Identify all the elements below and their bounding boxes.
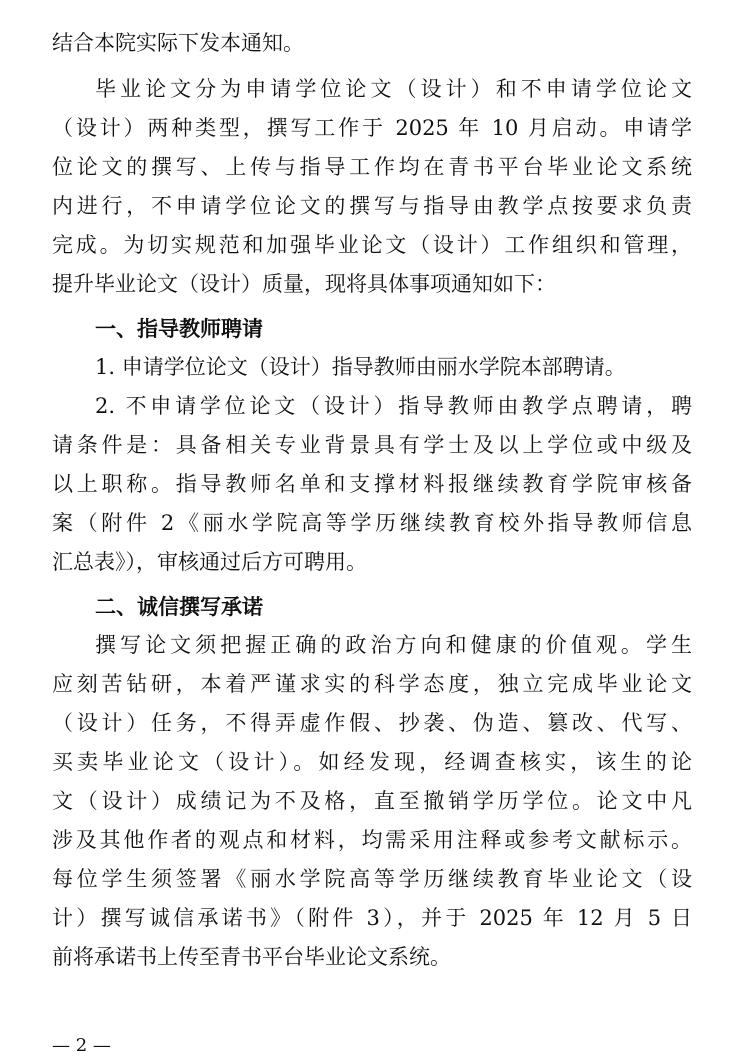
paragraph-line: 内进行，不申请学位论文的撰写与指导由教学点按要求负责: [52, 194, 692, 218]
paragraph-line: 毕业论文分为申请学位论文（设计）和不申请学位论文: [95, 77, 692, 101]
paragraph-line: 每位学生须签署《丽水学院高等学历继续教育毕业论文（设: [52, 867, 692, 891]
paragraph-line: 撰写论文须把握正确的政治方向和健康的价值观。学生: [95, 633, 692, 657]
paragraph-line: 完成。为切实规范和加强毕业论文（设计）工作组织和管理，: [52, 233, 692, 257]
paragraph-line: 以上职称。指导教师名单和支撑材料报继续教育学院审核备: [52, 472, 692, 496]
list-item-2: 2. 不申请学位论文（设计）指导教师由教学点聘请，聘: [95, 394, 692, 418]
paragraph-line: （设计）任务，不得弄虚作假、抄袭、伪造、篡改、代写、: [52, 711, 692, 735]
paragraph-line: 提升毕业论文（设计）质量，现将具体事项通知如下：: [52, 272, 556, 296]
page-number: — 2 —: [52, 1035, 111, 1056]
paragraph-line: 涉及其他作者的观点和材料，均需采用注释或参考文献标示。: [52, 828, 692, 852]
section-heading-2: 二、诚信撰写承诺: [95, 594, 263, 619]
paragraph-line: （设计）两种类型，撰写工作于 2025 年 10 月启动。申请学: [52, 116, 692, 140]
paragraph-line: 前将承诺书上传至青书平台毕业论文系统。: [52, 945, 451, 969]
paragraph-line: 汇总表》），审核通过后方可聘用。: [52, 550, 367, 574]
paragraph-line: 文（设计）成绩记为不及格，直至撤销学历学位。论文中凡: [52, 789, 692, 813]
section-heading-1: 一、指导教师聘请: [95, 316, 263, 341]
paragraph-line: 案（附件 2《丽水学院高等学历继续教育校外指导教师信息: [52, 511, 692, 535]
paragraph-line: 位论文的撰写、上传与指导工作均在青书平台毕业论文系统: [52, 155, 692, 179]
list-item-1: 1. 申请学位论文（设计）指导教师由丽水学院本部聘请。: [95, 355, 626, 379]
paragraph-line: 买卖毕业论文（设计）。如经发现，经调查核实，该生的论: [52, 750, 692, 774]
paragraph-line: 结合本院实际下发本通知。: [52, 31, 304, 55]
paragraph-line: 应刻苦钻研，本着严谨求实的科学态度，独立完成毕业论文: [52, 672, 692, 696]
paragraph-line: 请条件是：具备相关专业背景具有学士及以上学位或中级及: [52, 433, 692, 457]
paragraph-line: 计）撰写诚信承诺书》（附件 3），并于 2025 年 12 月 5 日: [52, 906, 692, 930]
